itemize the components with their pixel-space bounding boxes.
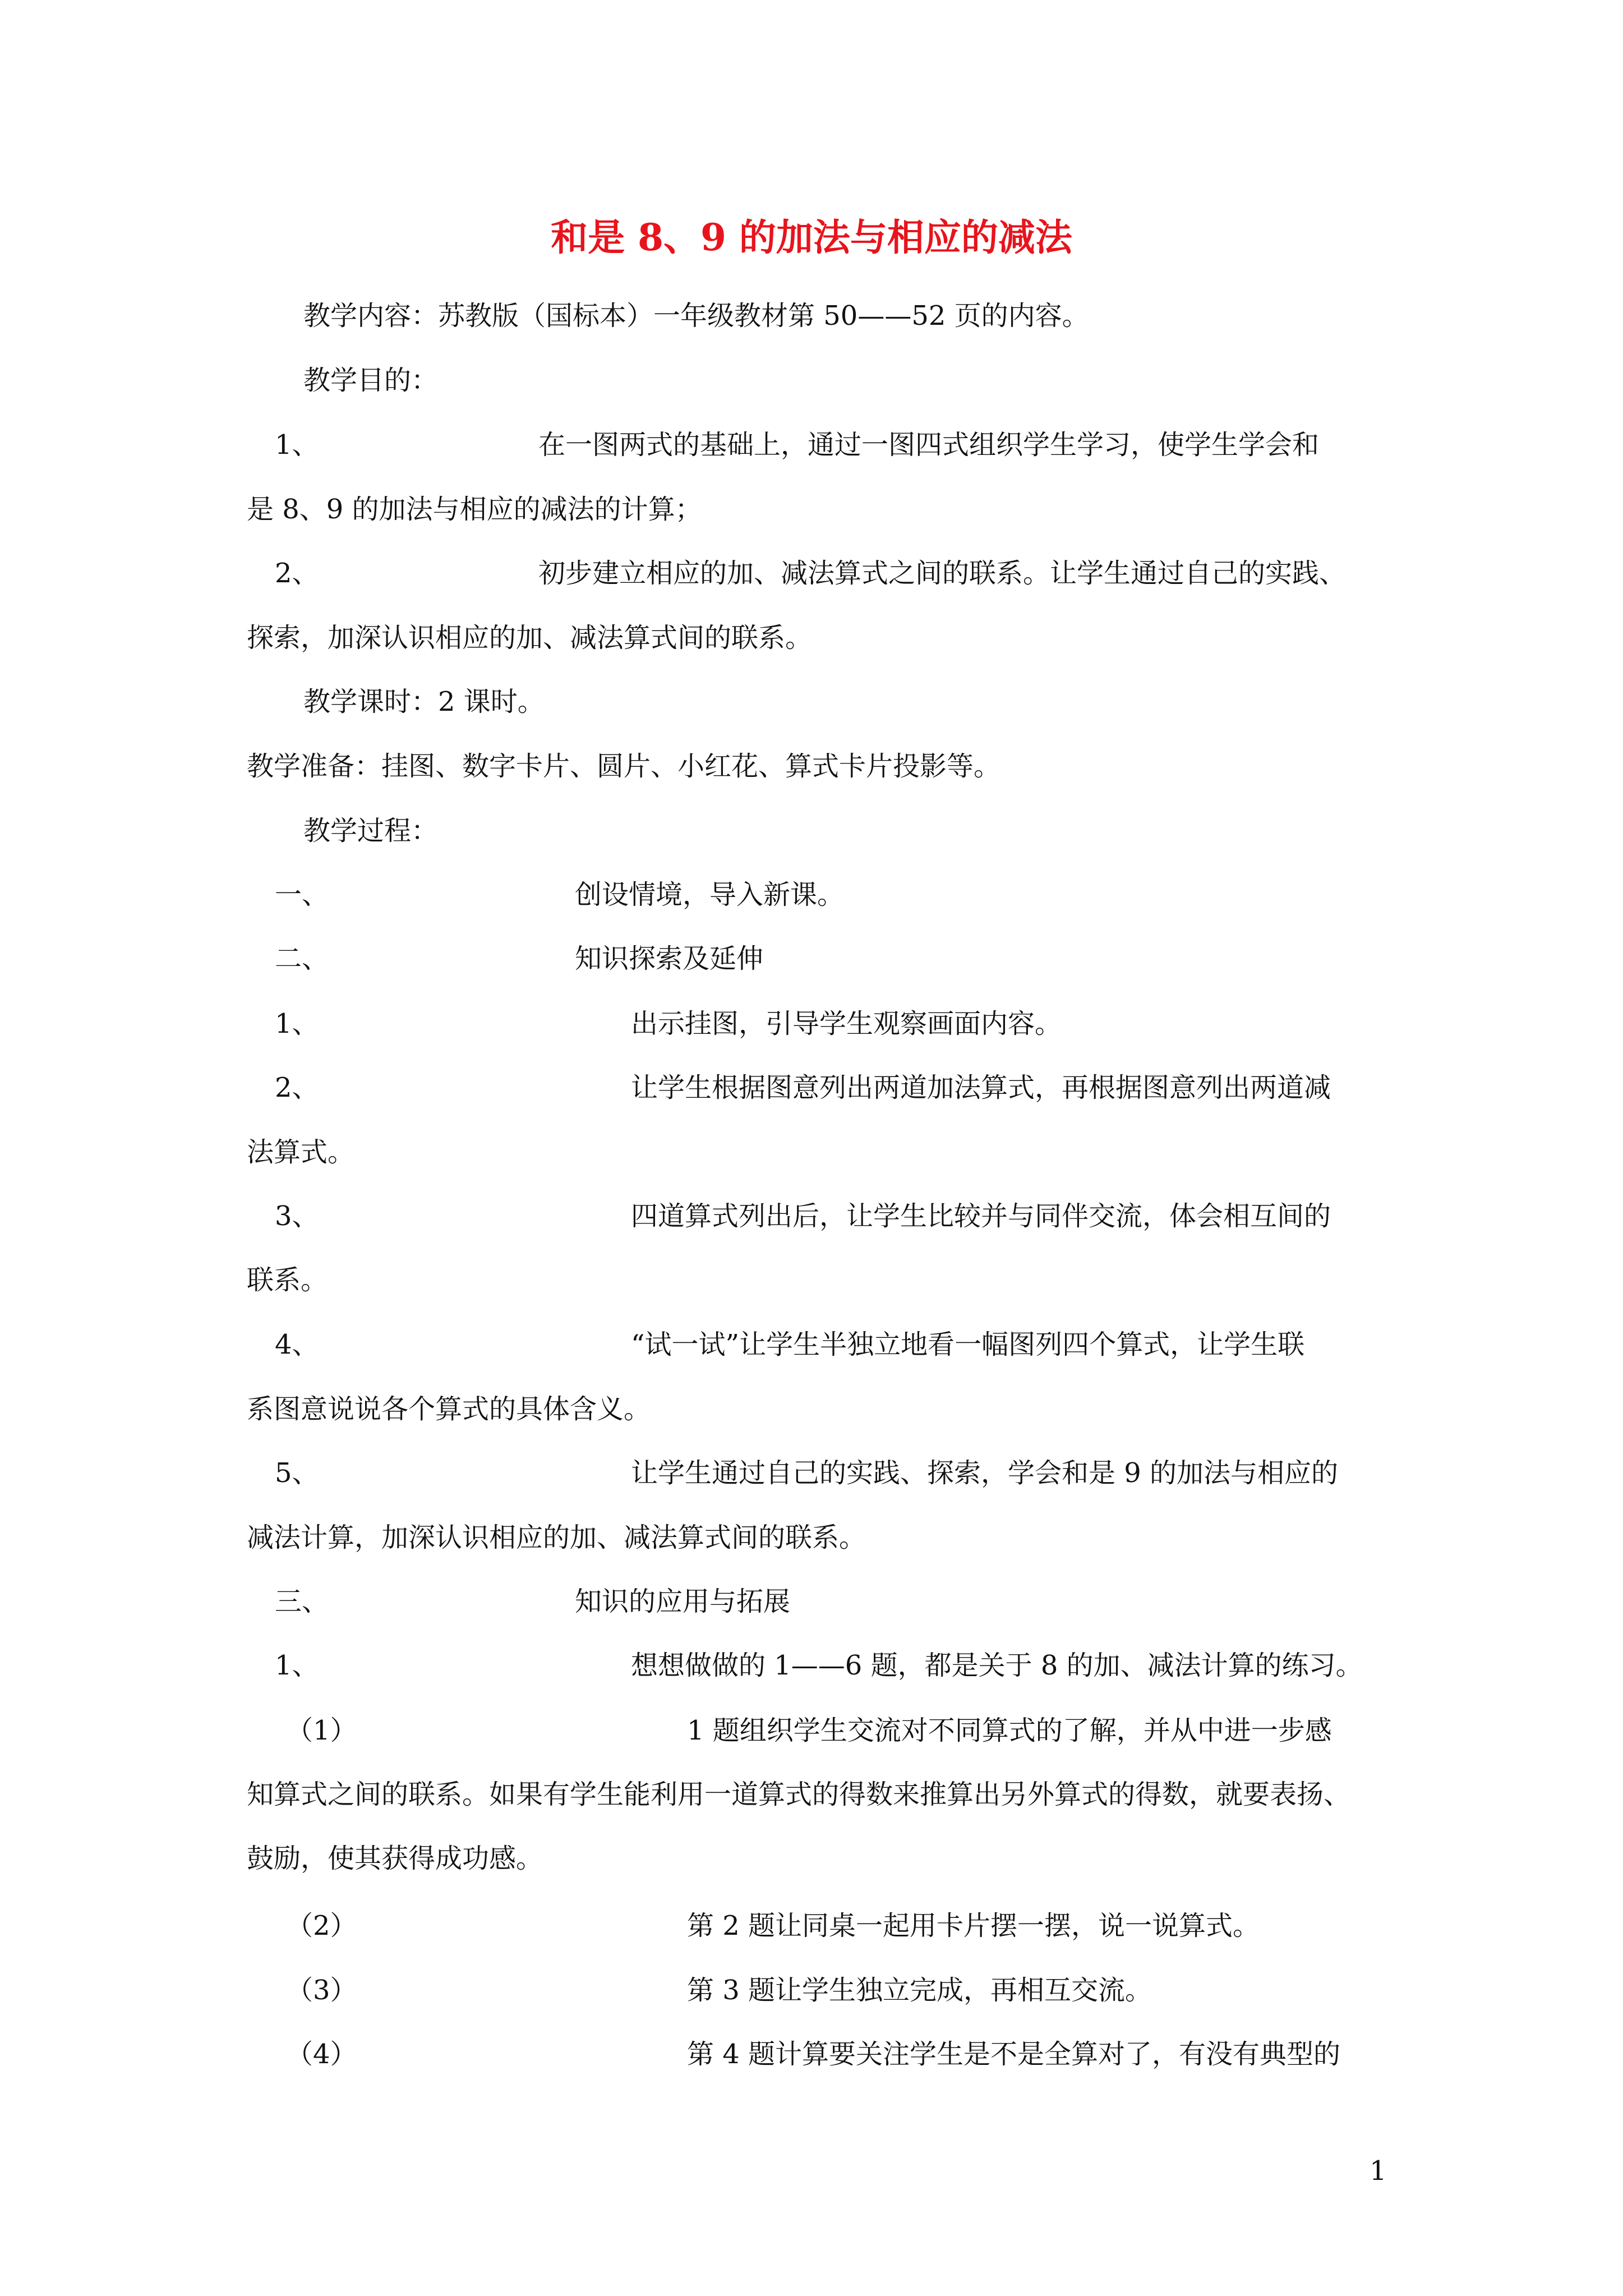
section-3-text: 知识的应用与拓展 [575, 1586, 791, 1617]
sub-item-4-text: 第 4 题计算要关注学生是不是全算对了，有没有典型的 [687, 2039, 1341, 2070]
document-title: 和是 8、9 的加法与相应的减法 [551, 215, 1072, 259]
sub-item-1-text-cont: 知算式之间的联系。如果有学生能利用一道算式的得数来推算出另外算式的得数，就要表扬、 [247, 1779, 1351, 1810]
sub-item-4-number: （4） [286, 2039, 357, 2070]
sub-item-2-number: （2） [286, 1910, 357, 1941]
explore-5-text-cont: 减法计算，加深认识相应的加、减法算式间的联系。 [247, 1522, 866, 1553]
explore-4-text: “试一试”让学生半独立地看一幅图列四个算式，让学生联 [631, 1329, 1305, 1360]
section-2-text: 知识探索及延伸 [575, 943, 764, 974]
sub-item-1-number: （1） [286, 1715, 357, 1746]
teaching-prep: 教学准备：挂图、数字卡片、圆片、小红花、算式卡片投影等。 [247, 751, 1001, 782]
sub-item-3-number: （3） [286, 1975, 357, 2006]
explore-3-number: 3、 [275, 1200, 319, 1232]
sub-item-2-text: 第 2 题让同桌一起用卡片摆一摆，说一说算式。 [687, 1910, 1260, 1941]
explore-1-number: 1、 [275, 1008, 319, 1039]
sub-item-1-text: 1 题组织学生交流对不同算式的了解，并从中进一步感 [687, 1715, 1332, 1746]
apply-1-number: 1、 [275, 1650, 319, 1681]
section-1-number: 一、 [275, 879, 329, 910]
explore-2-text: 让学生根据图意列出两道加法算式，再根据图意列出两道减 [631, 1072, 1331, 1103]
goal-2-text-cont: 探索，加深认识相应的加、减法算式间的联系。 [247, 622, 813, 654]
explore-3-text: 四道算式列出后，让学生比较并与同伴交流，体会相互间的 [631, 1200, 1331, 1232]
goal-2-text: 初步建立相应的加、减法算式之间的联系。让学生通过自己的实践、 [538, 558, 1347, 589]
sub-item-1-text-cont2: 鼓励，使其获得成功感。 [247, 1843, 543, 1874]
explore-1-text: 出示挂图，引导学生观察画面内容。 [631, 1008, 1062, 1039]
apply-1-text: 想想做做的 1——6 题，都是关于 8 的加、减法计算的练习。 [631, 1650, 1363, 1681]
goal-1-text: 在一图两式的基础上，通过一图四式组织学生学习，使学生学会和 [538, 429, 1320, 461]
section-3-number: 三、 [275, 1586, 329, 1617]
explore-5-number: 5、 [275, 1457, 319, 1489]
goal-1-number: 1、 [275, 429, 319, 461]
sub-item-3-text: 第 3 题让学生独立完成，再相互交流。 [687, 1975, 1152, 2006]
explore-5-text: 让学生通过自己的实践、探索，学会和是 9 的加法与相应的 [631, 1457, 1339, 1489]
explore-2-text-cont: 法算式。 [247, 1137, 355, 1168]
explore-4-number: 4、 [275, 1329, 319, 1360]
explore-4-text-cont: 系图意说说各个算式的具体含义。 [247, 1393, 651, 1425]
process-heading: 教学过程： [303, 815, 439, 846]
section-2-number: 二、 [275, 943, 329, 974]
goals-heading: 教学目的： [303, 365, 439, 396]
explore-2-number: 2、 [275, 1072, 319, 1103]
section-1-text: 创设情境，导入新课。 [575, 879, 845, 910]
goal-1-text-cont: 是 8、9 的加法与相应的减法的计算； [247, 494, 702, 525]
teaching-content: 教学内容：苏教版（国标本）一年级教材第 50——52 页的内容。 [303, 300, 1089, 332]
teaching-hours: 教学课时：2 课时。 [303, 686, 545, 717]
explore-3-text-cont: 联系。 [247, 1264, 328, 1296]
goal-2-number: 2、 [275, 558, 319, 589]
page-number: 1 [1370, 2155, 1387, 2187]
